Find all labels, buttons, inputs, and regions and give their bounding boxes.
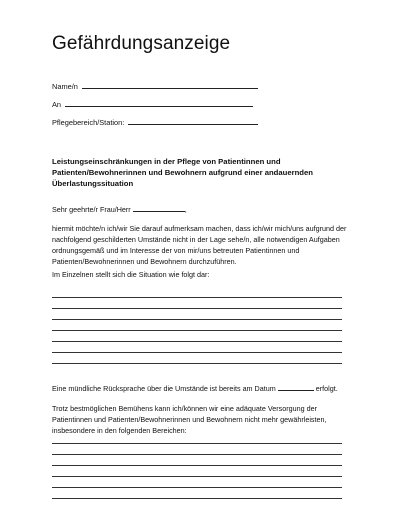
document-title: Gefährdungsanzeige bbox=[52, 33, 231, 54]
consultation-sentence bbox=[52, 382, 362, 394]
salutation-text: Sehr geehrte/r Frau/Herr bbox=[52, 205, 131, 214]
situation-line[interactable] bbox=[52, 319, 342, 320]
situation-line[interactable] bbox=[52, 341, 342, 342]
recipient-field bbox=[52, 98, 253, 109]
recipient-field-line[interactable] bbox=[65, 98, 253, 107]
situation-line[interactable] bbox=[52, 308, 342, 309]
ward-field bbox=[52, 116, 258, 127]
situation-line[interactable] bbox=[52, 297, 342, 298]
situation-intro: Im Einzelnen stellt sich die Situation wie folgt dar: bbox=[52, 270, 210, 279]
intro-paragraph: hiermit möchte/n ich/wir Sie darauf aufmerksam machen, dass ich/wir mich/uns aufgrund der nachfolgend geschilderten Umstände nicht in der Lage sehe/n, alle notwendigen Aufgaben ordnungsgemäß und im Interesse der von mir/uns betreuten Patientinnen und Patienten/Bewohnerinnen und Bewohnern durchzuführen. bbox=[52, 224, 347, 266]
areas-line[interactable] bbox=[52, 454, 342, 455]
salutation bbox=[52, 203, 187, 214]
consultation-text-after: erfolgt. bbox=[315, 384, 338, 393]
areas-line[interactable] bbox=[52, 487, 342, 488]
name-field bbox=[52, 80, 258, 91]
recipient-field-label: An bbox=[52, 100, 62, 109]
areas-line[interactable] bbox=[52, 443, 342, 444]
salutation-name-line[interactable] bbox=[133, 203, 185, 212]
consultation-text-before: Eine mündliche Rücksprache über die Umstände ist bereits am Datum bbox=[52, 384, 276, 393]
ward-field-label: Pflegebereich/Station: bbox=[52, 118, 125, 127]
situation-line[interactable] bbox=[52, 330, 342, 331]
situation-line[interactable] bbox=[52, 363, 342, 364]
consultation-date-line[interactable] bbox=[278, 382, 314, 391]
areas-line[interactable] bbox=[52, 465, 342, 466]
ward-field-line[interactable] bbox=[128, 116, 258, 125]
subject-heading: Leistungseinschränkungen in der Pflege von Patientinnen und Patienten/Bewohnerinnen und Bewohnern aufgrund einer andauernden Überlastungssituation bbox=[52, 157, 313, 188]
situation-line[interactable] bbox=[52, 352, 342, 353]
areas-paragraph: Trotz bestmöglichen Bemühens kann ich/können wir eine adäquate Versorgung der Patientinnen und Patienten/Bewohnerinnen und Bewohnern nicht mehr gewährleisten, insbesondere in den folgenden Bereichen: bbox=[52, 404, 327, 435]
salutation-comma: , bbox=[184, 205, 187, 214]
name-field-line[interactable] bbox=[82, 80, 258, 89]
areas-line[interactable] bbox=[52, 476, 342, 477]
areas-line[interactable] bbox=[52, 498, 342, 499]
name-field-label: Name/n bbox=[52, 82, 78, 91]
